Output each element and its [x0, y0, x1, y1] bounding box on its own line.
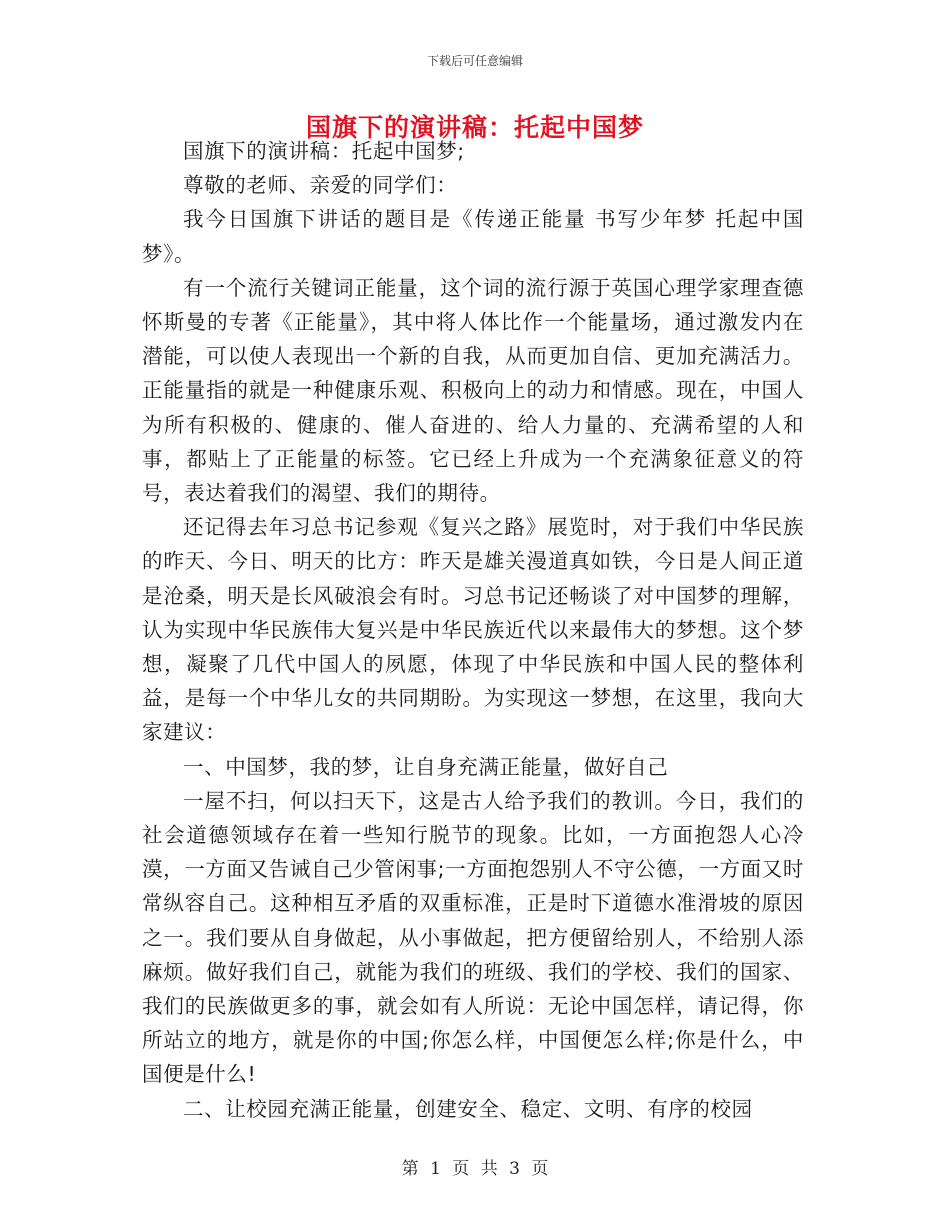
paragraph: 一屋不扫，何以扫天下，这是古人给予我们的教训。今日，我们的社会道德领域存在着一些知行脱节的现象。比如，一方面抱怨人心冷漠，一方面又告诫自己少管闲事;一方面抱怨别人不守公德，一方面又时常纵容自己。这种相互矛盾的双重标准，正是时下道德水准滑坡的原因之一。我们要从自身做起，从小事做起，把方便留给别人，不给别人添麻烦。做好我们自己，就能为我们的班级、我们的学校、我们的国家、我们的民族做更多的事，就会如有人所说：无论中国怎样，请记得，你所站立的地方，就是你的中国;你怎么样，中国便怎么样;你是什么，中国便是什么! [142, 788, 804, 1087]
header-note: 下载后可任意编辑 [426, 54, 523, 68]
document-body [142, 134, 804, 1126]
paragraph: 国旗下的演讲稿：托起中国梦; [183, 139, 465, 163]
section-heading: 二、让校园充满正能量，创建安全、稳定、文明、有序的校园 [183, 1096, 753, 1121]
paragraph: 还记得去年习总书记参观《复兴之路》展览时，对于我们中华民族的昨天、今日、明天的比方：昨天是雄关漫道真如铁，今日是人间正道是沧桑，明天是长风破浪会有时。习总书记还畅谈了对中国梦的理解，认为实现中华民族伟大复兴是中华民族近代以来最伟大的梦想。这个梦想，凝聚了几代中国人的夙愿，体现了中华民族和中国人民的整体利益，是每一个中华儿女的共同期盼。为实现这一梦想，在这里，我向大家建议： [142, 515, 804, 745]
page-number-footer: 第 1 页 共 3 页 [401, 1159, 549, 1179]
document-title: 国旗下的演讲稿：托起中国梦 [305, 113, 644, 142]
section-heading: 一、中国梦，我的梦，让自身充满正能量，做好自己 [183, 754, 669, 779]
paragraph: 有一个流行关键词正能量，这个词的流行源于英国心理学家理查德怀斯曼的专著《正能量》，其中将人体比作一个能量场，通过激发内在潜能，可以使人表现出一个新的自我，从而更加自信、更加充满活力。正能量指的就是一种健康乐观、积极向上的动力和情感。现在，中国人为所有积极的、健康的、催人奋进的、给人力量的、充满希望的人和事，都贴上了正能量的标签。它已经上升成为一个充满象征意义的符号，表达着我们的渴望、我们的期待。 [142, 275, 804, 506]
paragraph: 我今日国旗下讲话的题目是《传递正能量 书写少年梦 托起中国梦》。 [142, 207, 804, 266]
paragraph: 尊敬的老师、亲爱的同学们： [183, 173, 458, 198]
